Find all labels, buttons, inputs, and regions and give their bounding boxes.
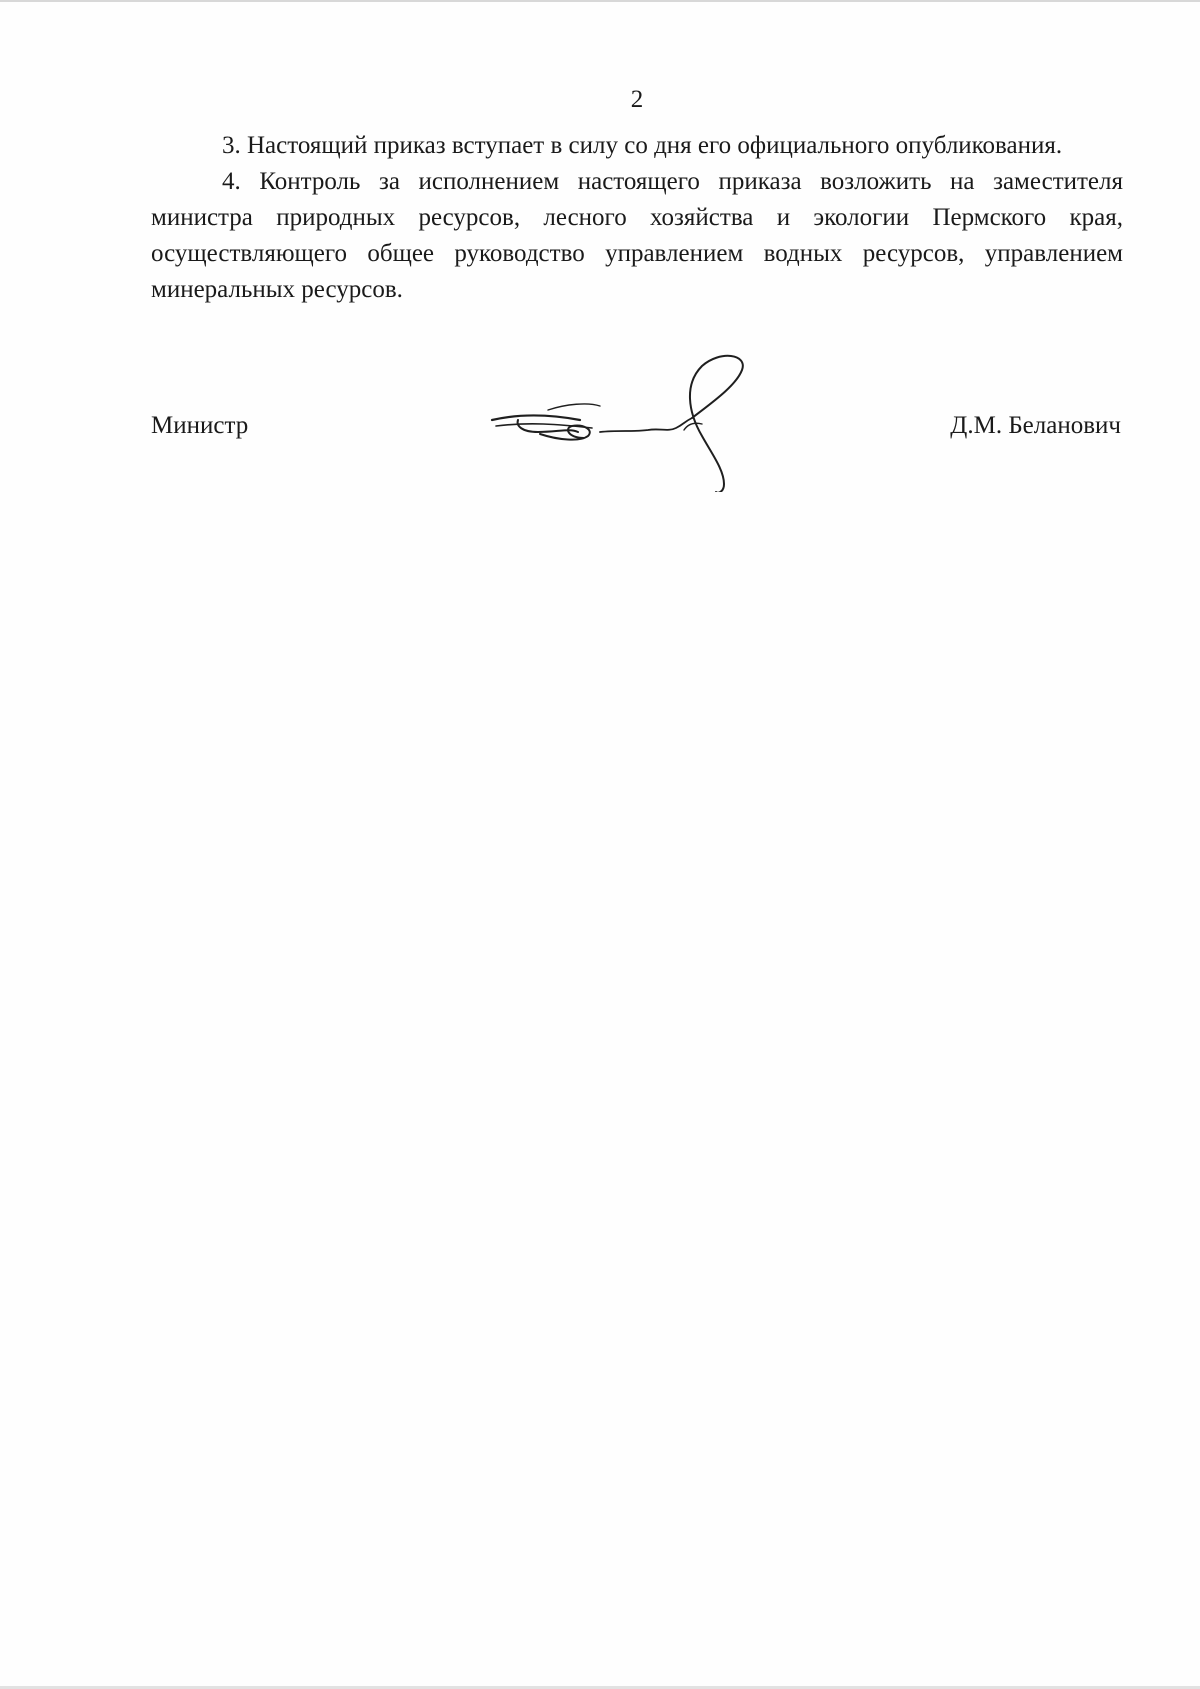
body-text	[151, 128, 1123, 308]
signer-name: Д.М. Беланович	[950, 412, 1121, 439]
handwritten-signature	[488, 352, 798, 492]
paragraph-4: 4. Контроль за исполнением настоящего приказа возложить на заместителя министра природных ресурсов, лесного хозяйства и экологии Пермского края, осуществляющего общее руководство управлением водных ресурсов, управлением минеральных ресурсов.	[151, 168, 1123, 303]
scan-edge-top	[0, 0, 1200, 2]
page-number: 2	[630, 86, 644, 113]
signer-role: Министр	[151, 412, 249, 439]
paragraph-3: 3. Настоящий приказ вступает в силу со дня его официального опубликования.	[222, 132, 1063, 159]
